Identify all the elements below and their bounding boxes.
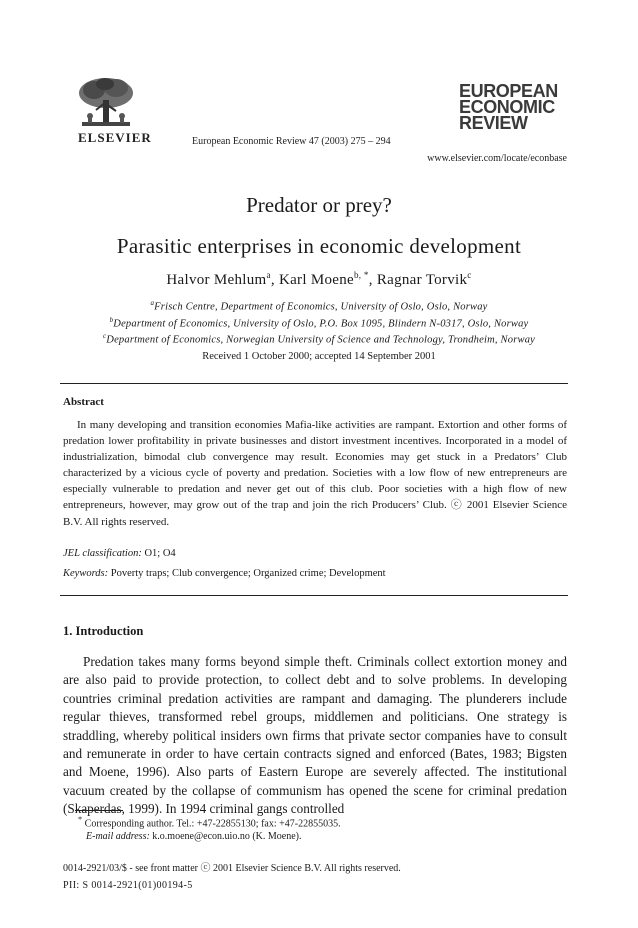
footnote-rule (75, 810, 123, 811)
article-title: Predator or prey? (246, 193, 392, 217)
footnote-text: Corresponding author. Tel.: +47-22855130; fax: +47-22855035. (84, 818, 341, 830)
journal-url[interactable]: www.elsevier.com/locate/econbase (427, 153, 567, 164)
author-separator: , (270, 272, 279, 288)
footnote-corresponding (78, 815, 341, 829)
keywords (63, 568, 386, 579)
journal-logo-line: REVIEW (459, 113, 528, 133)
article-subtitle: Parasitic enterprises in economic development (116, 234, 522, 258)
author-separator: , (368, 272, 377, 288)
abstract-top-rule (60, 383, 568, 384)
section-text: Predation takes many forms beyond simple theft. Criminals collect extortion money and are also paid to provide protection, to collect debt and to solve problems. In developing countries criminal predation activities are rampant and damaging. The plunderers include regular thieves, transformed rebel groups, middlemen and politicians. One strategy is straddling, whereby political insiders own firms that private sector companies have to consult and remunerate in order to have certain contracts signed and enforced (Bates, 1983; Bigsten and Moene, 1996). Also parts of Eastern Europe are severely affected. The institutional vacuum created by the collapse of communism has opened the scene for criminal predation (Skaperdas, 1999). In 1994 criminal gangs controlled (63, 654, 567, 817)
affiliation-mark: a (150, 299, 155, 307)
affiliation-mark: b (109, 316, 114, 324)
affiliation (0, 299, 638, 313)
affiliation (0, 332, 638, 346)
footnote-email (86, 831, 301, 842)
abstract-text: In many developing and transition economies Mafia-like activities are rampant. Extortion and other forms of predation lower profitability in private businesses and distort investment incentives. Incorporated in a model of industrialization, bimodal club convergence may result. Economies may get stuck in a Predators’ Club characterized by a vicious cycle of poverty and predation. Societies with a low flow of new entrepreneurs are especially vulnerable to predation and never get out of this club. Poor societies with a high flow of new entrepreneurs, however, may grow out of the trap and join the rich Producers’ Club. ⓒ 2001 Elsevier Science B.V. All rights reserved. (63, 419, 567, 528)
journal-logo-line: ECONOMIC (459, 97, 555, 117)
email-address[interactable]: k.o.moene@econ.uio.no (K. Moene). (152, 831, 302, 842)
pii: PII: S 0014-2921(01)00194-5 (63, 880, 193, 891)
footnote-mark: * (78, 815, 83, 824)
keywords-label: Keywords: (63, 568, 109, 579)
journal-logo (459, 83, 558, 131)
author-name: Ragnar Torvik (376, 272, 468, 288)
email-label: E-mail address: (86, 831, 150, 842)
elsevier-tree-logo (76, 76, 136, 130)
section-body (63, 653, 567, 819)
keywords-value: Poverty traps; Club convergence; Organized crime; Development (110, 568, 386, 579)
author-mark: b, * (354, 270, 369, 280)
received-dates: Received 1 October 2000; accepted 14 September 2001 (202, 351, 436, 362)
author-name: Halvor Mehlum (166, 272, 267, 288)
jel-classification (63, 548, 176, 559)
affiliation-mark: c (102, 332, 107, 340)
affiliation-text: Department of Economics, Norwegian University of Science and Technology, Trondheim, Norway (106, 334, 536, 346)
jel-label: JEL classification: (63, 548, 142, 559)
author-name: Karl Moene (278, 272, 354, 288)
journal-logo-line: EUROPEAN (459, 81, 558, 101)
publisher-name: ELSEVIER (78, 130, 152, 145)
abstract-heading: Abstract (63, 396, 104, 408)
section-heading: 1. Introduction (63, 624, 144, 638)
author-list (0, 270, 638, 289)
front-matter: 0014-2921/03/$ - see front matter ⓒ 2001 Elsevier Science B.V. All rights reserved. (63, 863, 401, 874)
author-mark: c (467, 270, 472, 280)
affiliation-text: Frisch Centre, Department of Economics, University of Oslo, Oslo, Norway (154, 301, 488, 313)
abstract-bottom-rule (60, 595, 568, 596)
journal-citation: European Economic Review 47 (2003) 275 – 294 (192, 136, 391, 147)
affiliation (0, 316, 638, 330)
author-mark: a (266, 270, 271, 280)
affiliation-text: Department of Economics, University of Oslo, P.O. Box 1095, Blindern N-0317, Oslo, Norway (113, 318, 529, 330)
jel-value: O1; O4 (144, 548, 176, 559)
abstract-body (63, 417, 567, 530)
